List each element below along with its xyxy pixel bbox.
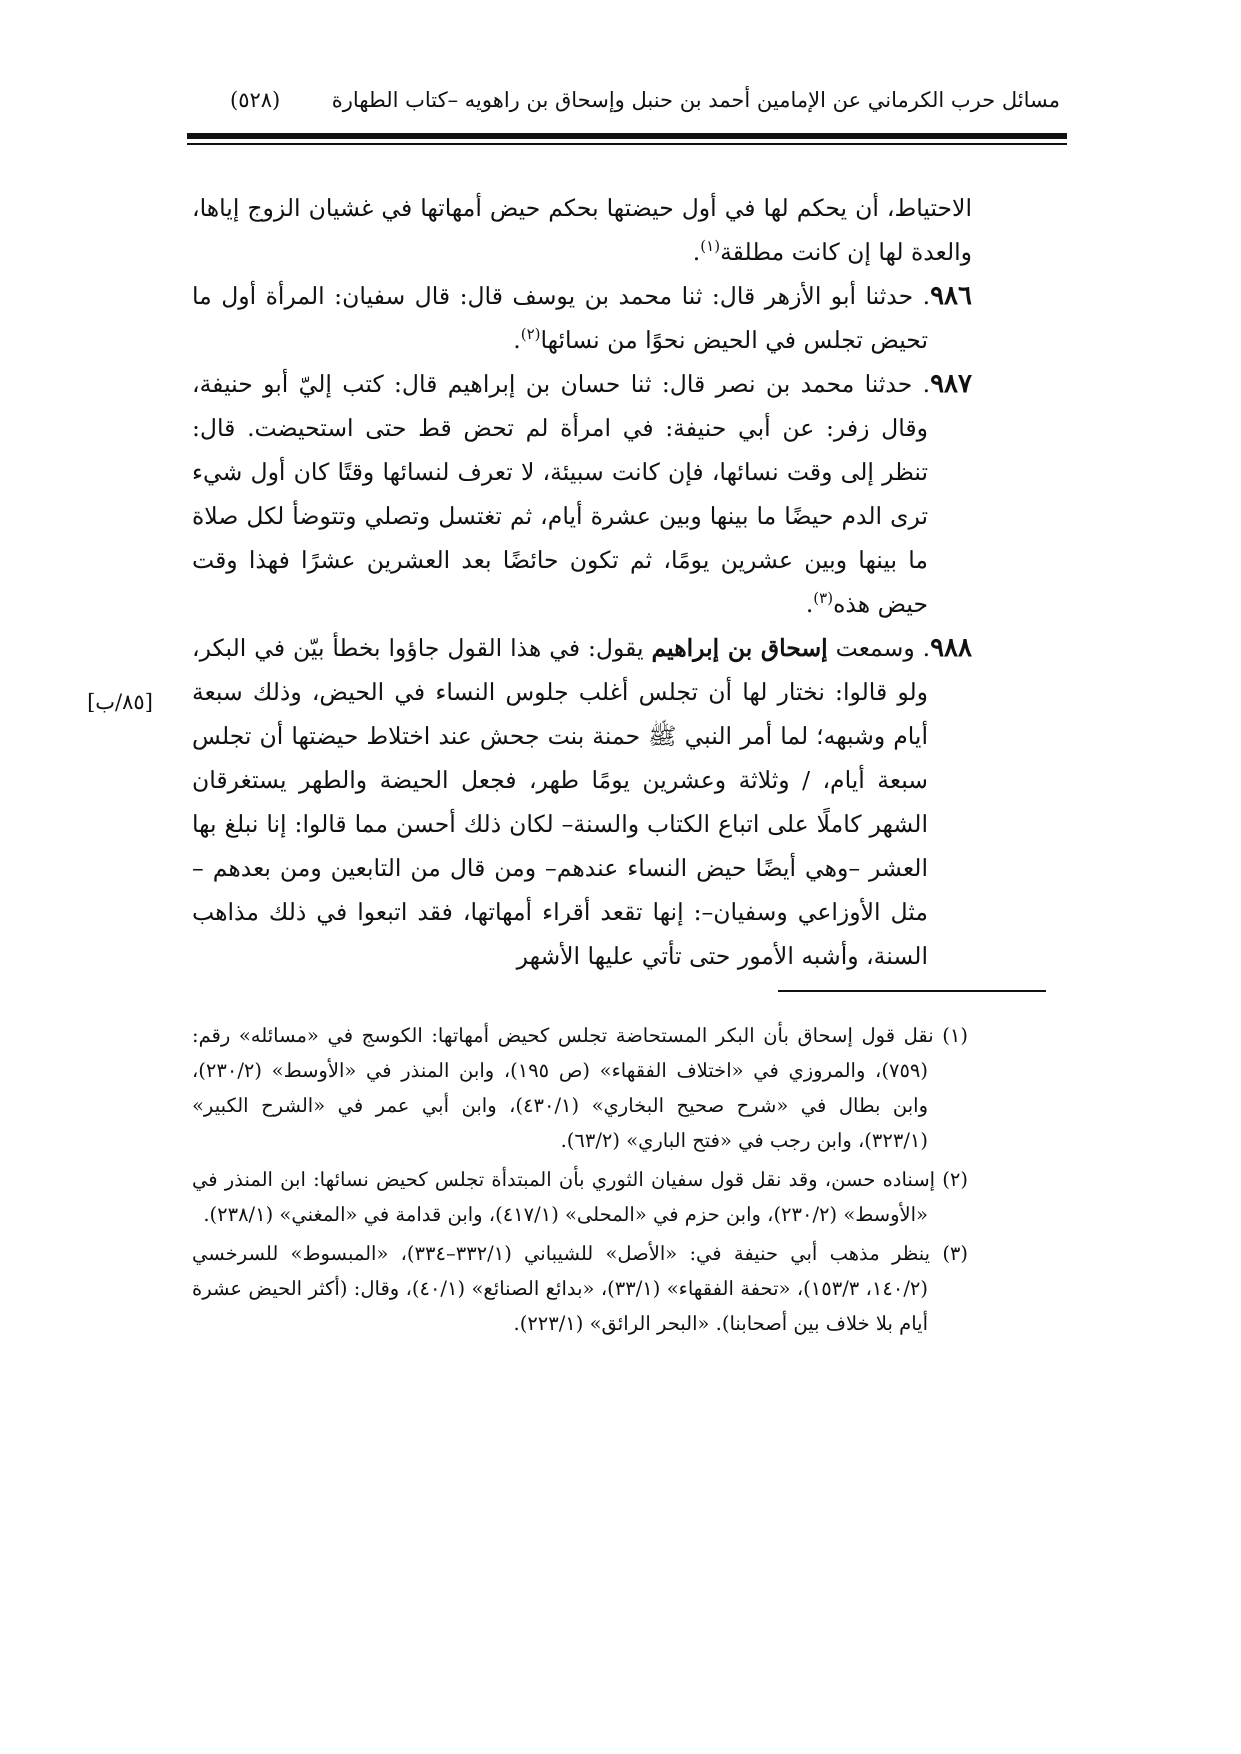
hadith-number: ٩٨٦ bbox=[930, 281, 972, 311]
hadith-text: حدثنا محمد بن نصر قال: ثنا حسان بن إبراهيم قال: كتب إليّ أبو حنيفة، وقال زفر: عن أبي حنيفة: في امرأة لم تحض قط حتى استحيضت. قال: تنظر إلى وقت نسائها، فإن كانت سبيئة، لا تعرف لنسائها وقتًا كان أول شيء ترى الدم حيضًا ما بينها وبين عشرة أيام، ثم تغتسل وتصلي وتتوضأ لكل صلاة ما بينها وبين عشرين يومًا، ثم تكون حائضًا بعد العشرين عشرًا فهذا وقت حيض هذه bbox=[192, 370, 928, 618]
hadith-text: حدثنا أبو الأزهر قال: ثنا محمد بن يوسف قال: قال سفيان: المرأة أول ما تحيض تجلس في الحيض نحوًا من نسائها bbox=[192, 282, 928, 354]
header-rule-thick bbox=[187, 133, 1067, 139]
hadith-end: . bbox=[513, 326, 521, 354]
footnote-3 bbox=[192, 1236, 968, 1341]
running-title: مسائل حرب الكرماني عن الإمامين أحمد بن حنبل وإسحاق بن راهويه –كتاب الطهارة bbox=[331, 88, 1060, 112]
hadith-number: ٩٨٧ bbox=[930, 369, 972, 399]
footnote-text: نقل قول إسحاق بأن البكر المستحاضة تجلس كحيض أمهاتها: الكوسج في «مسائله» رقم: (٧٥٩)، والمروزي في «اختلاف الفقهاء» (ص ١٩٥)، وابن المنذر في «الأوسط» (٢٣٠/٢)، وابن بطال في «شرح صحيح البخاري» (٤٣٠/١)، وابن أبي عمر في «الشرح الكبير» (٣٢٣/١)، وابن رجب في «فتح الباري» (٦٣/٢). bbox=[192, 1024, 934, 1152]
hadith-number: ٩٨٨ bbox=[930, 633, 972, 663]
hadith-text: يقول: في هذا القول جاؤوا بخطأ بيّن في البكر، ولو قالوا: نختار لها أن تجلس أغلب جلوس النساء في الحيض، وذلك سبعة أيام وشبهه؛ لما أمر النبي ﷺ حمنة بنت جحش عند اختلاط حيضتها أن تجلس سبعة أيام، / وثلاثة وعشرين يومًا طهر، فجعل الحيضة والطهر يستغرقان الشهر كاملًا على اتباع الكتاب والسنة– لكان ذلك أحسن مما قالوا: إنا نبلغ بها العشر –وهي أيضًا حيض النساء عندهم– ومن قال من التابعين ومن بعدهم –مثل الأوزاعي وسفيان–: إنها تقعد أقراء أمهاتها، فقد اتبعوا في ذلك مذاهب السنة، وأشبه الأمور حتى تأتي عليها الأشهر bbox=[192, 634, 928, 970]
hadith-prefix: وسمعت bbox=[835, 634, 915, 662]
footnote-marker: (٢) bbox=[942, 1168, 968, 1191]
hadith-end: . bbox=[805, 590, 814, 618]
hadith-986: ٩٨٦. حدثنا أبو الأزهر قال: ثنا محمد بن يوسف قال: قال سفيان: المرأة أول ما تحيض تجلس في الحيض نحوًا من نسائها$^{(٢)}$. bbox=[192, 281, 972, 354]
footnote-2 bbox=[192, 1162, 968, 1232]
footnotes bbox=[192, 1018, 968, 1345]
main-text bbox=[192, 186, 972, 978]
footnote-text: إسناده حسن، وقد نقل قول سفيان الثوري بأن المبتدأة تجلس كحيض نسائها: ابن المنذر في «الأوسط» (٢٣٠/٢)، وابن حزم في «المحلى» (٤١٧/١)، وابن قدامة في «المغني» (٢٣٨/١). bbox=[192, 1168, 936, 1226]
footnote-marker: (٣) bbox=[942, 1242, 969, 1265]
hadith-988: ٩٨٨. وسمعت إسحاق بن إبراهيم يقول: في هذا القول جاؤوا بخطأ بيّن في البكر، ولو قالوا: نختار لها أن تجلس أغلب جلوس النساء في الحيض، وذلك سبعة أيام وشبهه؛ لما أمر النبي ﷺ حمنة بنت جحش عند اختلاط حيضتها أن تجلس سبعة أيام، / وثلاثة وعشرين يومًا طهر، فجعل الحيضة والطهر يستغرقان الشهر كاملًا على اتباع الكتاب والسنة– لكان ذلك أحسن مما قالوا: إنا نبلغ بها العشر –وهي أيضًا حيض النساء عندهم– ومن قال من التابعين ومن بعدهم –مثل الأوزاعي وسفيان–: إنها تقعد أقراء أمهاتها، فقد اتبعوا في ذلك مذاهب السنة، وأشبه الأمور حتى تأتي عليها الأشهر bbox=[192, 633, 972, 970]
footnote-separator bbox=[778, 990, 1046, 992]
footnote-marker: (١) bbox=[942, 1024, 968, 1047]
manuscript-folio-note: [٨٥/ب] bbox=[87, 690, 153, 714]
running-header bbox=[230, 84, 1060, 124]
paragraph-end: . bbox=[692, 238, 701, 266]
footnote-text: ينظر مذهب أبي حنيفة في: «الأصل» للشيباني (٣٣٢/١–٣٣٤)، «المبسوط» للسرخسي (١٤٠/٢، ١٥٣/٣)، «تحفة الفقهاء» (٣٣/١)، «بدائع الصنائع» (٤٠/١)، وقال: (أكثر الحيض عشرة أيام بلا خلاف بين أصحابنا). «البحر الرائق» (٢٢٣/١). bbox=[192, 1242, 931, 1335]
footnote-reference: (٣) bbox=[813, 589, 834, 608]
page-number: (٥٢٨) bbox=[230, 88, 281, 112]
paragraph-text: الاحتياط، أن يحكم لها في أول حيضتها بحكم حيض أمهاتها في غشيان الزوج إياها، والعدة لها إن كانت مطلقة bbox=[192, 194, 972, 266]
header-rule-thin bbox=[187, 143, 1067, 145]
hadith-987: ٩٨٧. حدثنا محمد بن نصر قال: ثنا حسان بن إبراهيم قال: كتب إليّ أبو حنيفة، وقال زفر: عن أبي حنيفة: في امرأة لم تحض قط حتى استحيضت. قال: تنظر إلى وقت نسائها، فإن كانت سبيئة، لا تعرف لنسائها وقتًا كان أول شيء ترى الدم حيضًا ما بينها وبين عشرة أيام، ثم تغتسل وتصلي وتتوضأ لكل صلاة ما بينها وبين عشرين يومًا، ثم تكون حائضًا بعد العشرين عشرًا فهذا وقت حيض هذه$^{(٣)}$. bbox=[192, 369, 972, 618]
footnote-1 bbox=[192, 1018, 968, 1158]
footnote-reference: (٢) bbox=[520, 325, 541, 344]
footnote-reference: (١) bbox=[700, 237, 721, 256]
continuation-paragraph bbox=[192, 186, 972, 274]
narrator-name: إسحاق بن إبراهيم bbox=[651, 634, 828, 662]
